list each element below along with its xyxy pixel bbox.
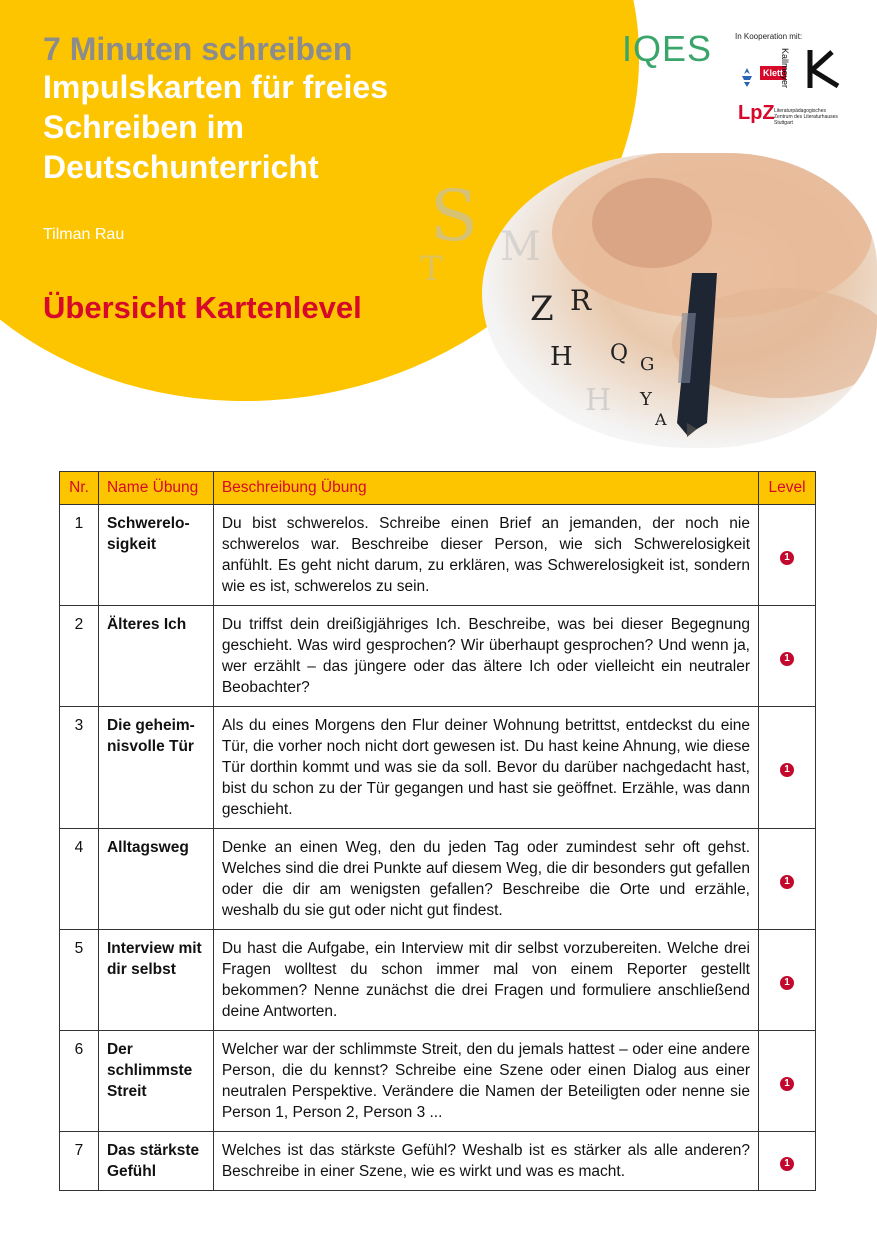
table-row xyxy=(60,930,816,1031)
row-name: Alltagsweg xyxy=(98,829,213,930)
svg-text:T: T xyxy=(420,249,443,289)
header-level: Level xyxy=(759,472,816,505)
level-badge-icon: 1 xyxy=(780,1157,794,1171)
row-level xyxy=(759,1031,816,1132)
row-description: Denke an einen Weg, den du jeden Tag oder zumindest sehr oft gehst. Welches sind die drei Punkte auf diesem Weg, die dir besonders gut gefallen oder die dir am wenigsten gefallen? Beschreibe die Orte und erzähle, weshalb du sie gut oder nicht gut findest. xyxy=(213,829,758,930)
level-badge-icon: 1 xyxy=(780,551,794,565)
row-name: Das stärkste Gefühl xyxy=(98,1132,213,1191)
row-description: Du triffst dein dreißigjähriges Ich. Beschreibe, was bei dieser Begegnung geschieht. Was wird gesprochen? Wir überhaupt gesprochen? Und wenn ja, wer erzählt – das jüngere oder das ältere Ich oder vielleicht ein neutraler Beobachter? xyxy=(213,606,758,707)
row-level xyxy=(759,1132,816,1191)
title-block xyxy=(43,32,388,187)
row-level xyxy=(759,606,816,707)
row-description: Welches ist das stärkste Gefühl? Weshalb ist es stärker als alle anderen? Beschreibe in einer Szene, wie es wirkt und was es macht. xyxy=(213,1132,758,1191)
row-nr: 4 xyxy=(60,829,99,930)
svg-text:Q: Q xyxy=(610,341,629,366)
table-row xyxy=(60,1031,816,1132)
row-level xyxy=(759,829,816,930)
row-nr: 6 xyxy=(60,1031,99,1132)
cooperation-label: In Kooperation mit: xyxy=(735,32,803,41)
partner-logos xyxy=(738,46,848,136)
row-nr: 1 xyxy=(60,505,99,606)
row-description: Als du eines Morgens den Flur deiner Wohnung betrittst, entdeckst du eine Tür, die vorher noch nicht dort gewesen ist. Du hast keine Ahnung, wie diese Tür dorthin kommt und was sie da soll. Bevor du darüber nachgedacht hast, bist du schon zu der Tür gegangen und hast sie geöffnet. Erzähle, was dann geschieht. xyxy=(213,707,758,829)
row-level xyxy=(759,505,816,606)
page-subtitle: Übersicht Kartenlevel xyxy=(43,290,362,325)
level-badge-icon: 1 xyxy=(780,976,794,990)
table-row xyxy=(60,829,816,930)
row-name: Interview mit dir selbst xyxy=(98,930,213,1031)
lpz-logo: LpZ xyxy=(738,102,775,124)
table-row xyxy=(60,707,816,829)
row-description: Du bist schwerelos. Schreibe einen Brief an jemanden, der noch nie schwerelos war. Beschreibe dieser Person, wie sich Schwerelosigkeit anfühlt. Es geht nicht darum, zu erklären, was Schwerelosigkeit ist, sondern wie es ist, schwerelos zu sein. xyxy=(213,505,758,606)
header-name: Name Übung xyxy=(98,472,213,505)
row-level xyxy=(759,707,816,829)
row-name: Älteres Ich xyxy=(98,606,213,707)
exercise-table xyxy=(59,471,816,1191)
klett-logo: Klett xyxy=(760,66,786,80)
header-nr: Nr. xyxy=(60,472,99,505)
lpz-description: Literaturpädagogisches Zentrum des Literaturhauses Stuttgart xyxy=(774,108,838,126)
kallmeyer-logo: Kallmeyer xyxy=(780,48,790,89)
title-line-4: Deutschunterricht xyxy=(43,149,319,185)
row-nr: 3 xyxy=(60,707,99,829)
row-name: Der schlimmste Streit xyxy=(98,1031,213,1132)
table-header-row xyxy=(60,472,816,505)
table-row xyxy=(60,505,816,606)
table-row xyxy=(60,606,816,707)
row-name: Die geheim-nisvolle Tür xyxy=(98,707,213,829)
row-nr: 7 xyxy=(60,1132,99,1191)
title-line-3: Schreiben im xyxy=(43,109,244,145)
svg-text:A: A xyxy=(655,410,667,429)
level-badge-icon: 1 xyxy=(780,652,794,666)
row-nr: 5 xyxy=(60,930,99,1031)
kallmeyer-emblem-icon xyxy=(804,46,844,92)
header-description: Beschreibung Übung xyxy=(213,472,758,505)
table-row xyxy=(60,1132,816,1191)
klett-emblem-icon xyxy=(738,66,756,88)
svg-text:H: H xyxy=(585,383,612,418)
level-badge-icon: 1 xyxy=(780,763,794,777)
svg-text:G: G xyxy=(640,354,655,375)
level-badge-icon: 1 xyxy=(780,875,794,889)
svg-text:Z: Z xyxy=(530,289,554,329)
svg-text:S: S xyxy=(430,175,478,257)
svg-text:R: R xyxy=(570,284,592,317)
author: Tilman Rau xyxy=(43,226,125,243)
svg-text:H: H xyxy=(550,342,573,372)
title-line-2: Impulskarten für freies xyxy=(43,69,388,105)
iqes-logo: IQES xyxy=(622,28,713,69)
level-badge-icon: 1 xyxy=(780,1077,794,1091)
row-nr: 2 xyxy=(60,606,99,707)
row-name: Schwerelo-sigkeit xyxy=(98,505,213,606)
svg-text:M: M xyxy=(500,224,541,270)
svg-text:Y: Y xyxy=(640,389,652,410)
flying-letters-decoration xyxy=(410,160,710,430)
title-line-1: 7 Minuten schreiben xyxy=(43,31,353,67)
row-level xyxy=(759,930,816,1031)
row-description: Du hast die Aufgabe, ein Interview mit dir selbst vorzubereiten. Welche drei Fragen wolltest du schon immer mal von einem Reporter gestellt bekommen? Nenne zunächst die drei Fragen und formuliere anschließend deine Antworten. xyxy=(213,930,758,1031)
row-description: Welcher war der schlimmste Streit, den du jemals hattest – oder eine andere Person, die du kennst? Schreibe eine Szene oder einen Dialog aus einer neutralen Perspektive. Verändere die Namen der Beteiligten oder nenne sie Person 1, Person 2, Person 3 ... xyxy=(213,1031,758,1132)
